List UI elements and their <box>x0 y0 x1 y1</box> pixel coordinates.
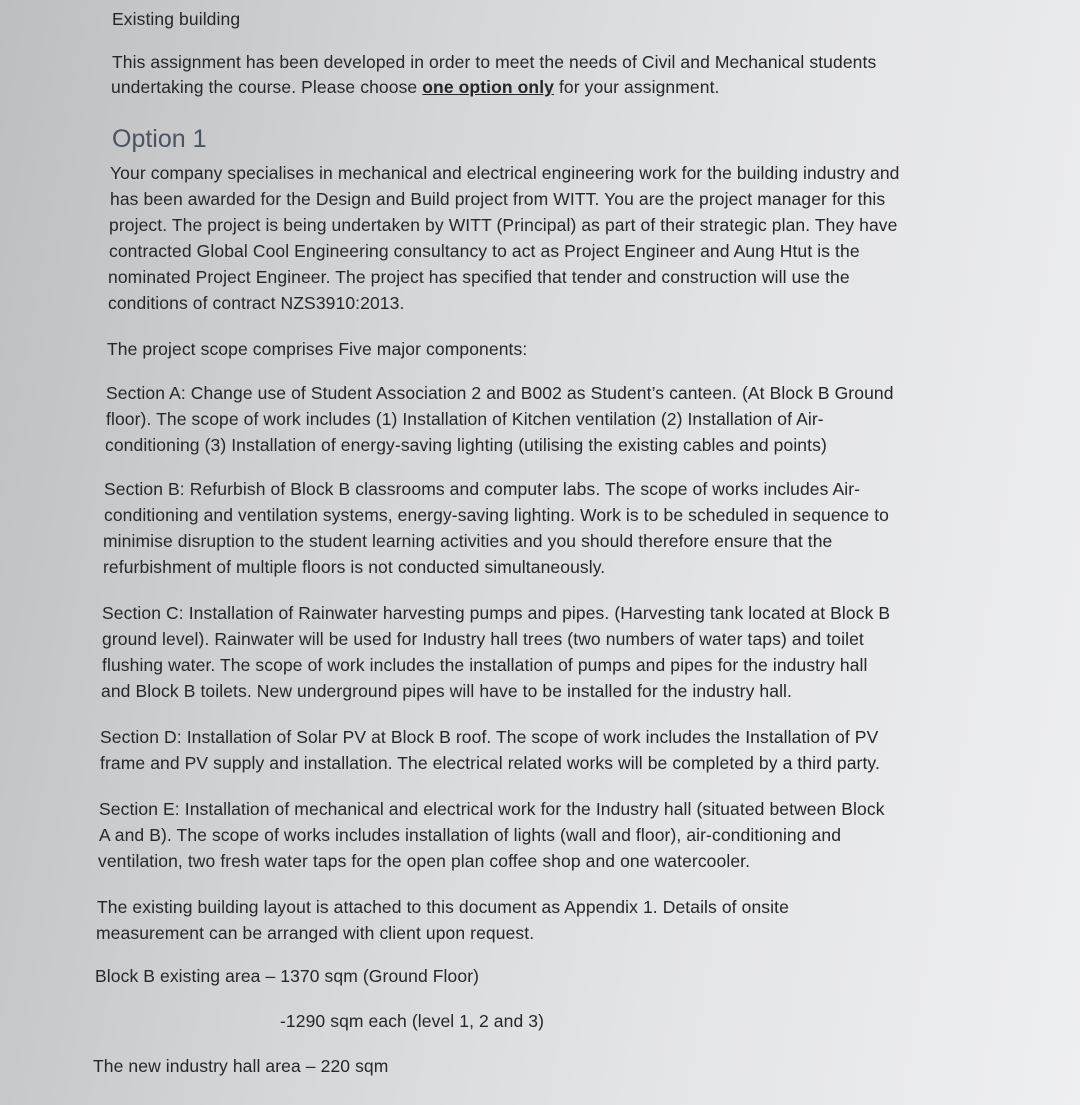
section-c-line: Section C: Installation of Rainwater harvesting pumps and pipes. (Harvesting tank located at Block B <box>102 603 891 623</box>
section-a-line: conditioning (3) Installation of energy-saving lighting (utilising the existing cables and points) <box>105 435 827 455</box>
section-b-line: refurbishment of multiple floors is not conducted simultaneously. <box>103 557 606 577</box>
section-c-line: and Block B toilets. New underground pipes will have to be installed for the industry hall. <box>101 681 793 701</box>
layout-note-line: measurement can be arranged with client upon request. <box>96 923 535 943</box>
section-b-line: minimise disruption to the student learning activities and you should therefore ensure that the <box>103 531 833 551</box>
one-option-only-emphasis: one option only <box>422 77 554 97</box>
section-d-line: Section D: Installation of Solar PV at Block B roof. The scope of work includes the Installation of PV <box>100 727 879 747</box>
heading-existing-building: Existing building <box>112 9 241 29</box>
intro-line-2-end: for your assignment. <box>554 77 720 97</box>
option-paragraph-line: Your company specialises in mechanical and electrical engineering work for the building industry and <box>110 163 900 183</box>
area-industry-hall: The new industry hall area – 220 sqm <box>93 1056 389 1076</box>
intro-line-1: This assignment has been developed in order to meet the needs of Civil and Mechanical students <box>112 52 877 72</box>
area-block-b-ground: Block B existing area – 1370 sqm (Ground Floor) <box>95 966 480 986</box>
option-title: Option 1 <box>112 125 207 153</box>
section-c-line: ground level). Rainwater will be used for Industry hall trees (two numbers of water taps) and toilet <box>102 629 864 649</box>
option-paragraph-line: has been awarded for the Design and Build project from WITT. You are the project manager for this <box>110 189 886 209</box>
section-b-line: conditioning and ventilation systems, energy-saving lighting. Work is to be scheduled in sequence to <box>104 505 889 525</box>
section-c-line: flushing water. The scope of work includes the installation of pumps and pipes for the industry hall <box>102 655 868 675</box>
section-e-line: ventilation, two fresh water taps for the open plan coffee shop and one watercooler. <box>98 851 751 871</box>
section-e-line: A and B). The scope of works includes installation of lights (wall and floor), air-conditioning and <box>99 825 842 845</box>
option-paragraph-line: conditions of contract NZS3910:2013. <box>108 293 405 313</box>
intro-line-2 <box>111 76 720 98</box>
section-a-line: Section A: Change use of Student Association 2 and B002 as Student’s canteen. (At Block B Ground <box>106 383 894 403</box>
option-paragraph-line: project. The project is being undertaken by WITT (Principal) as part of their strategic plan. They have <box>109 215 898 235</box>
section-b-line: Section B: Refurbish of Block B classrooms and computer labs. The scope of works includes Air- <box>104 479 861 499</box>
section-a-line: floor). The scope of work includes (1) Installation of Kitchen ventilation (2) Installation of Air- <box>106 409 824 429</box>
option-paragraph-line: contracted Global Cool Engineering consultancy to act as Project Engineer and Aung Htut is the <box>109 241 860 261</box>
scope-intro: The project scope comprises Five major components: <box>107 339 528 359</box>
area-block-b-levels: -1290 sqm each (level 1, 2 and 3) <box>280 1011 545 1031</box>
section-e-line: Section E: Installation of mechanical and electrical work for the Industry hall (situated between Block <box>99 799 885 819</box>
intro-line-2-start: undertaking the course. Please choose <box>111 77 423 97</box>
section-d-line: frame and PV supply and installation. The electrical related works will be completed by a third party. <box>100 753 880 773</box>
layout-note-line: The existing building layout is attached to this document as Appendix 1. Details of onsite <box>97 897 789 917</box>
option-paragraph-line: nominated Project Engineer. The project has specified that tender and construction will use the <box>108 267 850 287</box>
